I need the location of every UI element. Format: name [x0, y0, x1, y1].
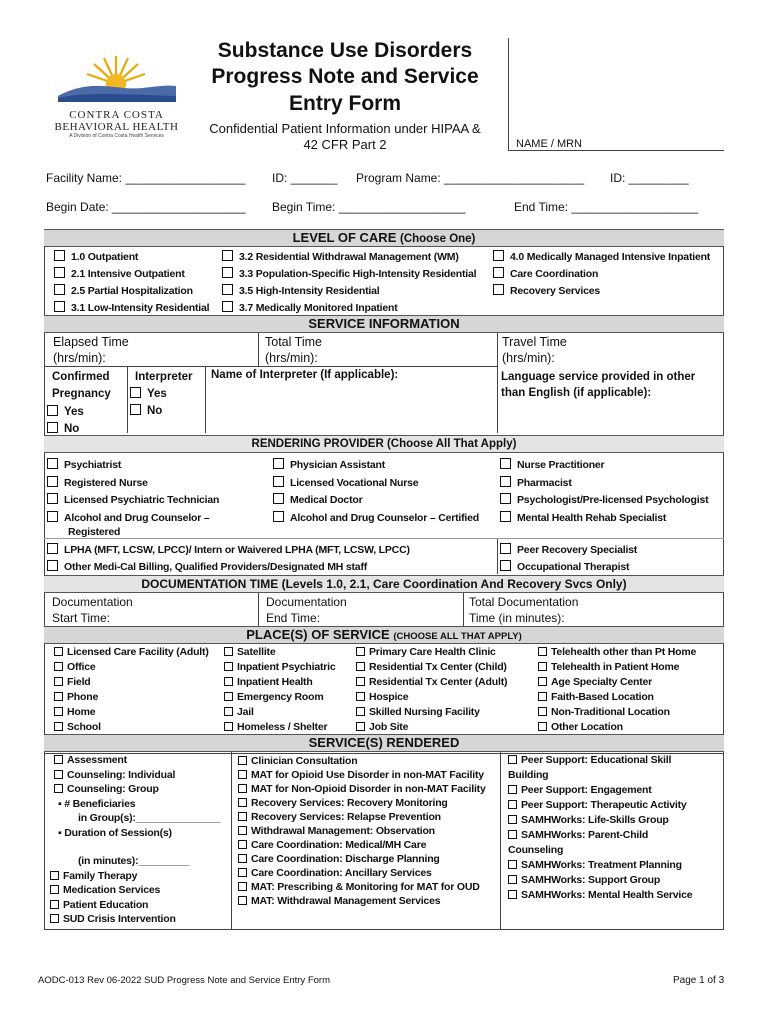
level-of-care-header: LEVEL OF CARE (Choose One) — [44, 229, 724, 247]
checkbox-icon — [222, 267, 233, 278]
checkbox-icon — [50, 914, 59, 923]
form-title-line1: Substance Use Disorders — [217, 39, 473, 62]
checkbox-icon — [47, 493, 58, 504]
checkbox-icon — [224, 677, 233, 686]
loc-option-right-2[interactable]: Care Coordination — [493, 267, 598, 280]
loc-option-mid-2[interactable]: 3.3 Population-Specific High-Intensity Residential — [222, 267, 476, 280]
org-line2: BEHAVIORAL HEALTH — [54, 121, 179, 133]
checkbox-icon — [273, 493, 284, 504]
form-subtitle-line1: Confidential Patient Information under HIPAA & — [209, 121, 481, 136]
checkbox-icon — [54, 647, 63, 656]
checkbox-icon — [54, 284, 65, 295]
pregnancy-yes-checkbox[interactable]: Yes — [47, 404, 84, 421]
place-right-4[interactable]: Faith-Based Location — [538, 691, 654, 703]
interpreter-label: Interpreter — [135, 371, 193, 383]
service-peer-therapeutic[interactable]: Peer Support: Therapeutic Activity — [508, 798, 692, 813]
checkbox-icon — [238, 868, 247, 877]
footer-page-number: Page 1 of 3 — [673, 975, 725, 986]
form-title-line2: Progress Note and Service — [211, 65, 479, 88]
checkbox-icon — [54, 301, 65, 312]
checkbox-icon — [47, 511, 58, 522]
logo — [54, 52, 179, 139]
checkbox-icon — [508, 890, 517, 899]
place-right-1[interactable]: Telehealth other than Pt Home — [538, 646, 696, 658]
checkbox-icon — [54, 707, 63, 716]
form-subtitle-line2: 42 CFR Part 2 — [303, 137, 387, 152]
service-assessment[interactable]: Assessment — [54, 753, 220, 768]
total-time-label[interactable]: Total Time (hrs/min): — [265, 335, 322, 365]
services-rendered-header: SERVICE(S) RENDERED — [44, 734, 724, 752]
service-mid-6[interactable]: Withdrawal Management: Observation — [238, 825, 435, 837]
checkbox-icon — [538, 707, 547, 716]
loc-option-mid-3[interactable]: 3.5 High-Intensity Residential — [222, 284, 379, 297]
checkbox-icon — [224, 707, 233, 716]
place-mid2-1[interactable]: Primary Care Health Clinic — [356, 646, 496, 658]
checkbox-icon — [538, 722, 547, 731]
loc-option-2[interactable]: 2.1 Intensive Outpatient — [54, 267, 185, 280]
program-id-field[interactable]: ID: _________ — [610, 171, 689, 185]
service-mid-10[interactable]: MAT: Prescribing & Monitoring for MAT for OUD — [238, 881, 480, 893]
checkbox-icon — [224, 647, 233, 656]
rendering-provider-header: RENDERING PROVIDER (Choose All That Apply) — [44, 435, 724, 453]
checkbox-icon — [238, 770, 247, 779]
rendering-provider-peer-recovery[interactable]: Peer Recovery Specialist — [500, 543, 637, 556]
checkbox-icon — [238, 784, 247, 793]
place-mid2-3[interactable]: Residential Tx Center (Adult) — [356, 676, 507, 688]
checkbox-icon — [50, 871, 59, 880]
checkbox-icon — [47, 405, 58, 416]
documentation-start-time-field[interactable]: Documentation Start Time: — [52, 595, 133, 625]
checkbox-icon — [508, 755, 517, 764]
facility-name-field[interactable]: Facility Name: __________________ — [46, 171, 246, 185]
rendering-provider-right-1[interactable]: Nurse Practitioner — [500, 458, 604, 471]
checkbox-icon — [54, 784, 63, 793]
checkbox-icon — [508, 875, 517, 884]
service-mid-3[interactable]: MAT for Non-Opioid Disorder in non-MAT Facility — [238, 783, 486, 795]
service-counseling-group[interactable]: Counseling: Group — [54, 782, 220, 797]
elapsed-time-label[interactable]: Elapsed Time (hrs/min): — [53, 335, 129, 365]
place-right-2[interactable]: Telehealth in Patient Home — [538, 661, 679, 673]
checkbox-icon — [500, 560, 511, 571]
place-left-2[interactable]: Office — [54, 661, 96, 673]
checkbox-icon — [238, 826, 247, 835]
service-samh-mental-health[interactable]: SAMHWorks: Mental Health Service — [508, 888, 692, 903]
checkbox-icon — [538, 677, 547, 686]
service-mid-1[interactable]: Clinician Consultation — [238, 755, 357, 767]
loc-option-1[interactable]: 1.0 Outpatient — [54, 250, 138, 263]
checkbox-icon — [508, 830, 517, 839]
checkbox-icon — [54, 250, 65, 261]
service-mid-11[interactable]: MAT: Withdrawal Management Services — [238, 895, 440, 907]
checkbox-icon — [508, 785, 517, 794]
rendering-provider-mid-4[interactable]: Alcohol and Drug Counselor – Certified — [273, 511, 479, 524]
documentation-end-time-field[interactable]: Documentation End Time: — [266, 595, 347, 625]
checkbox-icon — [54, 677, 63, 686]
checkbox-icon — [47, 458, 58, 469]
checkbox-icon — [47, 560, 58, 571]
checkbox-icon — [54, 267, 65, 278]
checkbox-icon — [273, 511, 284, 522]
place-right-6[interactable]: Other Location — [538, 721, 623, 733]
rendering-provider-mid-3[interactable]: Medical Doctor — [273, 493, 362, 506]
samh-parent-child-continued: Counseling — [508, 844, 564, 856]
checkbox-icon — [238, 882, 247, 891]
rendering-provider-occupational-therapist[interactable]: Occupational Therapist — [500, 560, 629, 573]
facility-id-field[interactable]: ID: _______ — [272, 171, 338, 185]
loc-option-mid-4[interactable]: 3.7 Medically Monitored Inpatient — [222, 301, 398, 314]
checkbox-icon — [130, 404, 141, 415]
checkbox-icon — [238, 812, 247, 821]
service-information-header: SERVICE INFORMATION — [44, 315, 724, 333]
service-mid-9[interactable]: Care Coordination: Ancillary Services — [238, 867, 432, 879]
loc-option-right-1[interactable]: 4.0 Medically Managed Intensive Inpatient — [493, 250, 710, 263]
rendering-provider-right-3[interactable]: Psychologist/Pre-licensed Psychologist — [500, 493, 708, 506]
checkbox-icon — [493, 267, 504, 278]
service-counseling-individual[interactable]: Counseling: Individual — [54, 768, 220, 783]
checkbox-icon — [356, 662, 365, 671]
checkbox-icon — [224, 692, 233, 701]
checkbox-icon — [500, 543, 511, 554]
place-right-5[interactable]: Non-Traditional Location — [538, 706, 670, 718]
rendering-provider-right-4[interactable]: Mental Health Rehab Specialist — [500, 511, 666, 524]
service-peer-engagement[interactable]: Peer Support: Engagement — [508, 783, 692, 798]
loc-option-right-3[interactable]: Recovery Services — [493, 284, 600, 297]
duration-field[interactable]: (in minutes):_________ — [78, 855, 190, 867]
place-right-3[interactable]: Age Specialty Center — [538, 676, 652, 688]
beneficiaries-item: ▪ # Beneficiaries — [58, 797, 136, 810]
checkbox-icon — [538, 647, 547, 656]
checkbox-icon — [54, 692, 63, 701]
checkbox-icon — [54, 755, 63, 764]
checkbox-icon — [222, 284, 233, 295]
checkbox-icon — [356, 647, 365, 656]
rendering-provider-right-2[interactable]: Pharmacist — [500, 476, 572, 489]
interpreter-yes-checkbox[interactable]: Yes — [130, 386, 167, 403]
begin-date-field[interactable]: Begin Date: ____________________ — [46, 200, 246, 214]
pregnancy-no-checkbox[interactable]: No — [47, 421, 84, 438]
rendering-provider-lpha[interactable]: LPHA (MFT, LCSW, LPCC)/ Intern or Waivered LPHA (MFT, LCSW, LPCC) — [47, 543, 410, 556]
place-of-service-header: PLACE(S) OF SERVICE (CHOOSE ALL THAT APPLY) — [44, 626, 724, 644]
checkbox-icon — [508, 860, 517, 869]
rendering-provider-left-3[interactable]: Licensed Psychiatric Technician — [47, 493, 219, 506]
interpreter-no-checkbox[interactable]: No — [130, 403, 167, 420]
service-mid-8[interactable]: Care Coordination: Discharge Planning — [238, 853, 440, 865]
checkbox-icon — [224, 662, 233, 671]
checkbox-icon — [500, 493, 511, 504]
place-left-5[interactable]: Home — [54, 706, 95, 718]
sun-mountain-icon — [54, 52, 179, 107]
place-left-1[interactable]: Licensed Care Facility (Adult) — [54, 646, 209, 658]
service-mid-2[interactable]: MAT for Opioid Use Disorder in non-MAT Facility — [238, 769, 484, 781]
checkbox-icon — [54, 662, 63, 671]
loc-option-mid-1[interactable]: 3.2 Residential Withdrawal Management (WM) — [222, 250, 459, 263]
language-service-field[interactable]: Language service provided in other than English (if applicable): — [501, 371, 696, 399]
checkbox-icon — [238, 854, 247, 863]
loc-option-4[interactable]: 3.1 Low-Intensity Residential — [54, 301, 209, 314]
service-mid-4[interactable]: Recovery Services: Recovery Monitoring — [238, 797, 448, 809]
place-left-3[interactable]: Field — [54, 676, 91, 688]
place-mid-5[interactable]: Jail — [224, 706, 254, 718]
service-mid-7[interactable]: Care Coordination: Medical/MH Care — [238, 839, 426, 851]
loc-option-3[interactable]: 2.5 Partial Hospitalization — [54, 284, 193, 297]
rendering-provider-left-4[interactable]: Alcohol and Drug Counselor – — [47, 511, 210, 524]
place-mid-1[interactable]: Satellite — [224, 646, 275, 658]
place-mid2-4[interactable]: Hospice — [356, 691, 408, 703]
beneficiaries-field[interactable]: in Group(s):_______________ — [78, 812, 221, 824]
checkbox-icon — [508, 800, 517, 809]
place-mid-6[interactable]: Homeless / Shelter — [224, 721, 327, 733]
checkbox-icon — [50, 900, 59, 909]
checkbox-icon — [47, 422, 58, 433]
service-peer-educational[interactable]: Peer Support: Educational Skill — [508, 753, 692, 768]
checkbox-icon — [508, 815, 517, 824]
checkbox-icon — [222, 301, 233, 312]
place-mid-3[interactable]: Inpatient Health — [224, 676, 313, 688]
confirmed-label: Confirmed — [52, 371, 110, 383]
service-mid-5[interactable]: Recovery Services: Relapse Prevention — [238, 811, 441, 823]
rendering-provider-mid-1[interactable]: Physician Assistant — [273, 458, 385, 471]
program-name-field[interactable]: Program Name: _____________________ — [356, 171, 585, 185]
checkbox-icon — [538, 662, 547, 671]
name-mrn-field[interactable]: NAME / MRN — [516, 138, 582, 150]
checkbox-icon — [47, 476, 58, 487]
peer-educational-continued: Building — [508, 769, 549, 781]
place-left-4[interactable]: Phone — [54, 691, 98, 703]
documentation-total-time-field[interactable]: Total Documentation Time (in minutes): — [469, 595, 579, 625]
duration-item: ▪ Duration of Session(s) — [58, 826, 172, 839]
checkbox-icon — [538, 692, 547, 701]
end-time-field[interactable]: End Time: ___________________ — [514, 200, 699, 214]
org-tagline: A Division of Contra Costa Health Services — [69, 133, 164, 139]
place-left-6[interactable]: School — [54, 721, 101, 733]
org-line1: CONTRA COSTA — [69, 109, 164, 121]
checkbox-icon — [222, 250, 233, 261]
checkbox-icon — [500, 511, 511, 522]
checkbox-icon — [356, 722, 365, 731]
place-mid2-2[interactable]: Residential Tx Center (Child) — [356, 661, 507, 673]
documentation-time-header: DOCUMENTATION TIME (Levels 1.0, 2.1, Care Coordination And Recovery Svcs Only) — [44, 575, 724, 593]
service-medication-services[interactable]: Medication Services — [50, 883, 220, 898]
checkbox-icon — [273, 476, 284, 487]
place-mid-4[interactable]: Emergency Room — [224, 691, 323, 703]
checkbox-icon — [493, 284, 504, 295]
form-title-line3: Entry Form — [288, 92, 401, 115]
checkbox-icon — [500, 458, 511, 469]
rendering-provider-mid-2[interactable]: Licensed Vocational Nurse — [273, 476, 418, 489]
checkbox-icon — [356, 677, 365, 686]
service-sud-crisis[interactable]: SUD Crisis Intervention — [50, 912, 220, 927]
checkbox-icon — [130, 387, 141, 398]
bullet-icon: ▪ — [58, 826, 65, 839]
place-mid2-5[interactable]: Skilled Nursing Facility — [356, 706, 480, 718]
service-samh-support[interactable]: SAMHWorks: Support Group — [508, 873, 692, 888]
rendering-provider-other-medical[interactable]: Other Medi-Cal Billing, Qualified Providers/Designated MH staff — [47, 560, 367, 573]
pregnancy-label: Pregnancy — [52, 388, 111, 400]
checkbox-icon — [356, 692, 365, 701]
place-mid-2[interactable]: Inpatient Psychiatric — [224, 661, 336, 673]
travel-time-label[interactable]: Travel Time (hrs/min): — [502, 335, 567, 365]
checkbox-icon — [238, 798, 247, 807]
interpreter-name-field[interactable]: Name of Interpreter (If applicable): — [211, 369, 399, 381]
rendering-provider-registered-text: Registered — [68, 526, 121, 538]
rendering-provider-left-1[interactable]: Psychiatrist — [47, 458, 121, 471]
service-family-therapy[interactable]: Family Therapy — [50, 869, 220, 884]
checkbox-icon — [224, 722, 233, 731]
checkbox-icon — [238, 896, 247, 905]
footer-form-id: AODC-013 Rev 06-2022 SUD Progress Note and Service Entry Form — [38, 975, 330, 986]
service-samh-treatment[interactable]: SAMHWorks: Treatment Planning — [508, 858, 692, 873]
checkbox-icon — [47, 543, 58, 554]
checkbox-icon — [356, 707, 365, 716]
service-samh-life-skills[interactable]: SAMHWorks: Life-Skills Group — [508, 813, 692, 828]
checkbox-icon — [54, 722, 63, 731]
checkbox-icon — [54, 770, 63, 779]
service-samh-parent-child[interactable]: SAMHWorks: Parent-Child — [508, 828, 692, 843]
checkbox-icon — [500, 476, 511, 487]
checkbox-icon — [273, 458, 284, 469]
begin-time-field[interactable]: Begin Time: ___________________ — [272, 200, 466, 214]
checkbox-icon — [50, 885, 59, 894]
place-mid2-6[interactable]: Job Site — [356, 721, 408, 733]
rendering-provider-left-2[interactable]: Registered Nurse — [47, 476, 148, 489]
bullet-icon: ▪ — [58, 797, 65, 810]
service-patient-education[interactable]: Patient Education — [50, 898, 220, 913]
checkbox-icon — [493, 250, 504, 261]
checkbox-icon — [238, 840, 247, 849]
checkbox-icon — [238, 756, 247, 765]
